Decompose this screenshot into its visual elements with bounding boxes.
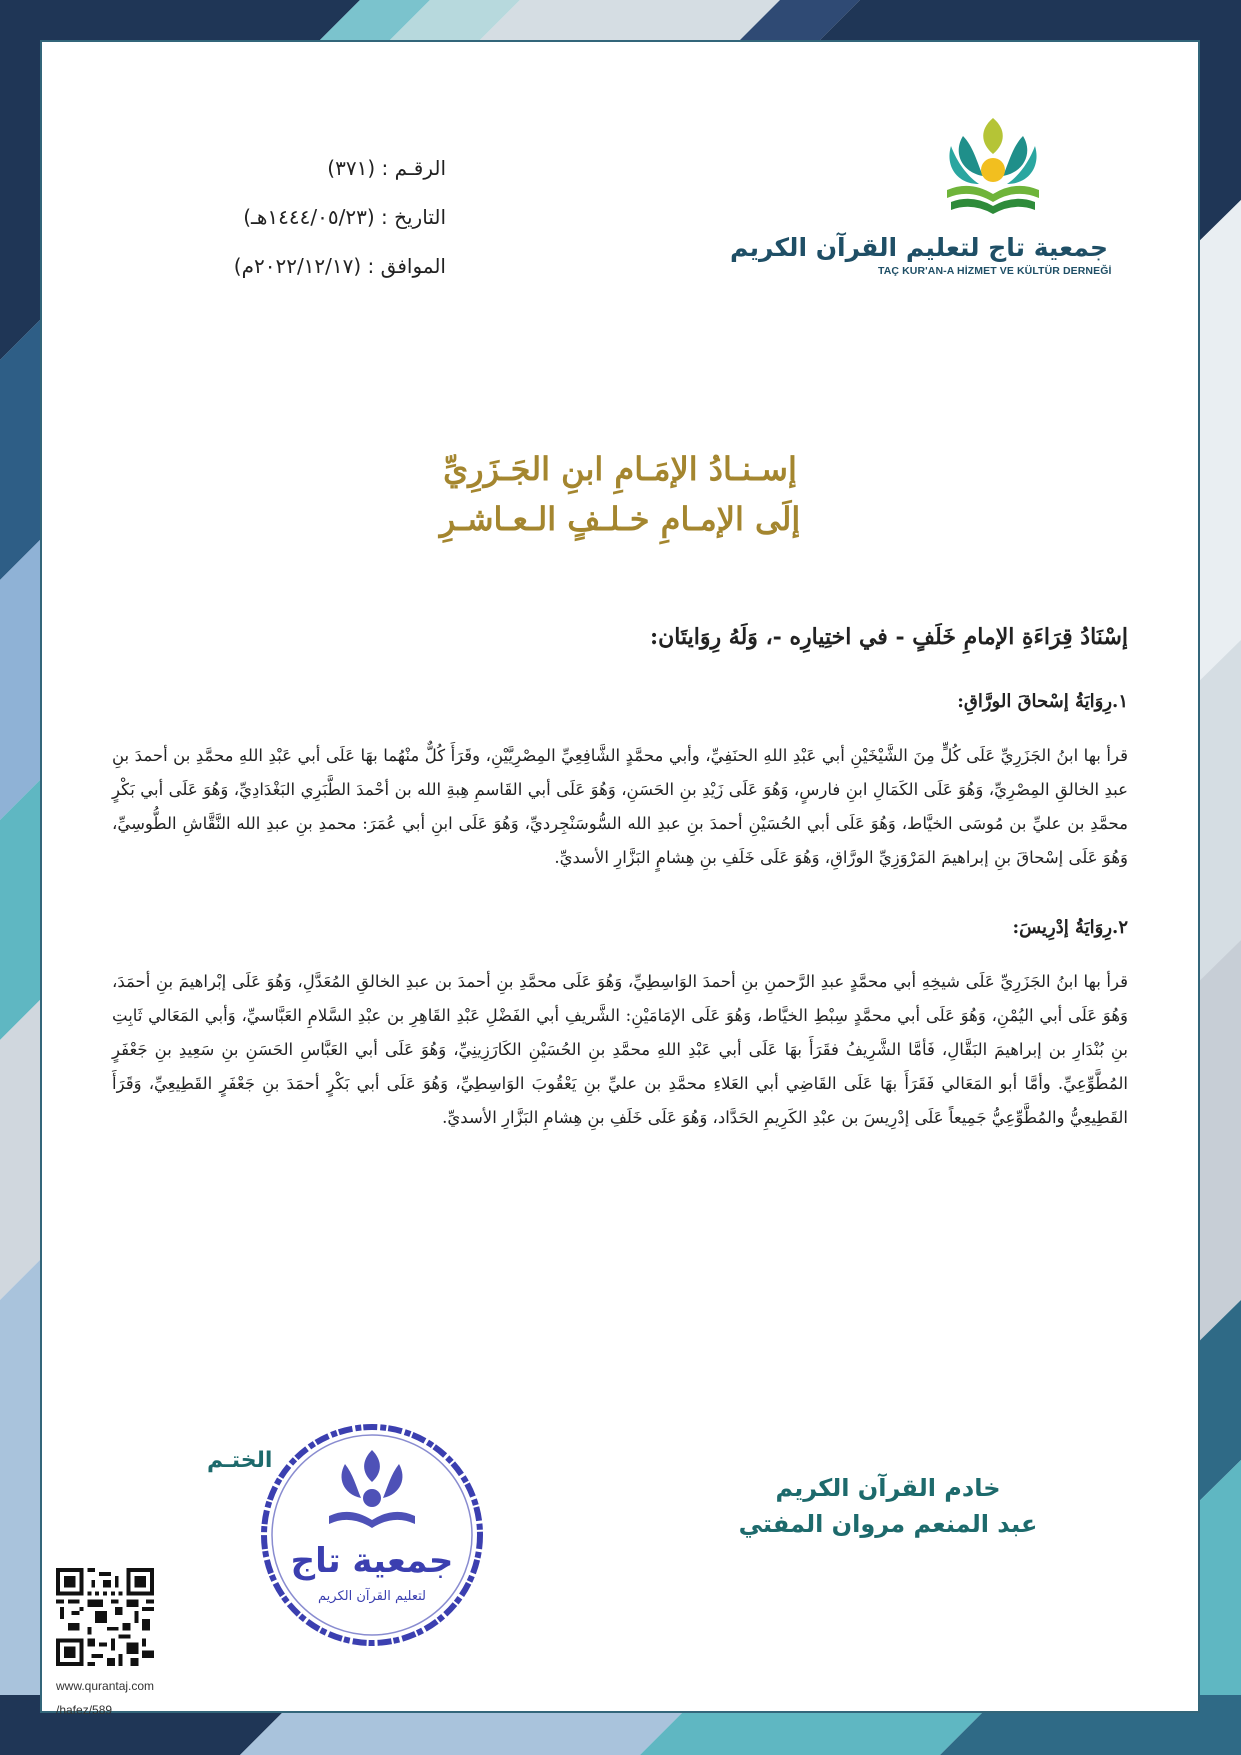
- qr-url-line-2[interactable]: /hafez/589: [56, 1703, 113, 1717]
- qr-block: [56, 1568, 156, 1718]
- main-heading: إسْنَادُ قِرَاءَةِ الإمامِ خَلَفٍ - في اختِيارِه -، وَلَهُ رِوَايتَان:: [650, 624, 1128, 650]
- logo-latin-name: TAÇ KUR'AN-A HİZMET VE KÜLTÜR DERNEĞİ: [878, 264, 1112, 277]
- stamp-main-text: جمعية تاج: [290, 1541, 454, 1581]
- signer-name: عبد المنعم مروان المفتي: [738, 1510, 1038, 1538]
- document-sheet: [40, 40, 1200, 1717]
- reference-number: الرقـم : (٣٧١): [327, 156, 446, 180]
- document-body: [112, 617, 1128, 1173]
- stamp-label: الختـم: [207, 1448, 273, 1473]
- section-heading: ١.رِوَايَةُ إسْحاقَ الورَّاقِ:: [957, 691, 1128, 712]
- title-line-2: إلَى الإمـامِ خـلـفٍ الـعـاشـرِ: [439, 500, 801, 538]
- signer-title: خادم القرآن الكريم: [775, 1474, 1001, 1502]
- association-logo: [729, 110, 1112, 277]
- signature-block: [738, 1470, 1038, 1542]
- document-title: [42, 444, 1198, 544]
- stamp-sub-text: لتعليم القرآن الكريم: [318, 1589, 426, 1604]
- qr-code-icon[interactable]: [56, 1568, 154, 1666]
- title-line-1: إسـنـادُ الإمَـامِ ابنِ الجَـزَرِيِّ: [443, 450, 797, 488]
- gregorian-date: الموافق : (٢٠٢٢/١٢/١٧م): [233, 254, 446, 278]
- section-heading: ٢.رِوَايَةُ إدْرِيسَ:: [1012, 917, 1128, 938]
- stamp-seal: [257, 1420, 487, 1650]
- document-meta: [132, 144, 452, 291]
- section-paragraph: قرأ بها ابنُ الجَزَرِيِّ عَلَى كُلٍّ مِنَ الشَّيْخَيْنِ أبي عَبْدِ اللهِ الحنَفِيِّ، وأبي محمَّدٍ الشَّافِعِيِّ المِصْرِيَّيْنِ، وقَرَأَ كُلٌّ منْهُما بهَا عَلَى أبي عَبْدِ اللهِ محمَّدِ بن أحمدَ بنِ عبدِ الخالقِ المِصْرِيِّ، وَهُوَ عَلَى الكَمَالِ ابنِ فارسٍ، وَهُوَ عَلَى زَيْدِ بنِ الحَسَنِ، وَهُوَ عَلَى أبي القَاسمِ هِبةِ الله بن أحْمدَ الطَّبَرِي البَغْدَادِيِّ، وَهُوَ عَلَى أبي بَكْرٍ محمَّدِ بن عليِّ بن مُوسَى الخيَّاط، وَهُوَ عَلَى أبي الحُسَيْنِ أحمدَ بنِ عبدِ الله السُّوسَنْجِرديِّ، وَهُوَ عَلَى ابنِ أبي عُمَرَ: محمدِ بنِ عبدِ الله النَّقَّاشِ الطُّوسِيِّ، وَهُوَ عَلَى إسْحاقَ بنِ إبراهيمَ المَرْوَزِيِّ الورَّاقِ، وَهُوَ عَلَى خَلَفِ بنِ هِشامٍ البَزَّارِ الأسديِّ.: [112, 746, 1128, 867]
- section-paragraph: قرأ بها ابنُ الجَزَرِيِّ عَلَى شيخِهِ أبي محمَّدٍ عبدِ الرَّحمنِ بنِ أحمدَ الوَاسِطِيِّ، وَهُوَ عَلَى محمَّدِ بنِ أحمدَ بن عبدِ الخالقِ المُعَدَّلِ، وَهُوَ عَلَى إبْراهيمَ بنِ أحمَدَ، وَهُوَ عَلَى أبي اليُمْنِ، وَهُوَ عَلَى أبي محمَّدٍ سِبْطِ الخيَّاط، وَهُوَ عَلَى الإمَامَيْنِ: الشَّريفِ أبي الفَضْلِ عَبْدِ القَاهِرِ بن عبْدِ السَّلامِ العَبَّاسيِّ، وَأبي المَعَالي ثَابِتِ بنِ بُنْدَارِ بن إبراهيمَ البَقَّالِ، فَأمَّا الشَّرِيفُ فقَرَأَ بهَا عَلَى أبي عَبْدِ اللهِ محمَّدِ بنِ الحُسَيْنِ الكَارَزِينِيِّ، وَهُوَ عَلَى أبي العَبَّاسِ الحَسَنِ بنِ سَعِيدِ بنِ جَعْفَرٍ المُطَّوِّعِيِّ. وأمَّا أبو المَعَالي فَقَرَأَ بهَا عَلَى القَاضِي أبي العَلاءِ محمَّدِ بن عليِّ بنِ يَعْقُوبَ الوَاسِطِيِّ، وَهُوَ عَلَى أبي بَكْرٍ أحمَدَ بنِ جَعْفَرٍ القَطِيعِيِّ، وَقَرَأَ القَطِيعِيُّ والمُطَّوِّعِيُّ جَمِيعاً عَلَى إدْرِيسَ بن عبْدِ الكَرِيمِ الحَدَّاد، وَهُوَ عَلَى خَلَفِ بنِ هِشامِ البَزَّارِ الأسديِّ.: [112, 972, 1128, 1127]
- logo-arabic-name: جمعية تاج لتعليم القرآن الكريم: [729, 233, 1108, 262]
- lotus-book-icon: [933, 110, 1053, 230]
- qr-url-line-1[interactable]: www.qurantaj.com: [56, 1679, 155, 1693]
- hijri-date: التاريخ : (١٤٤٤/٠٥/٢٣هـ): [243, 205, 446, 229]
